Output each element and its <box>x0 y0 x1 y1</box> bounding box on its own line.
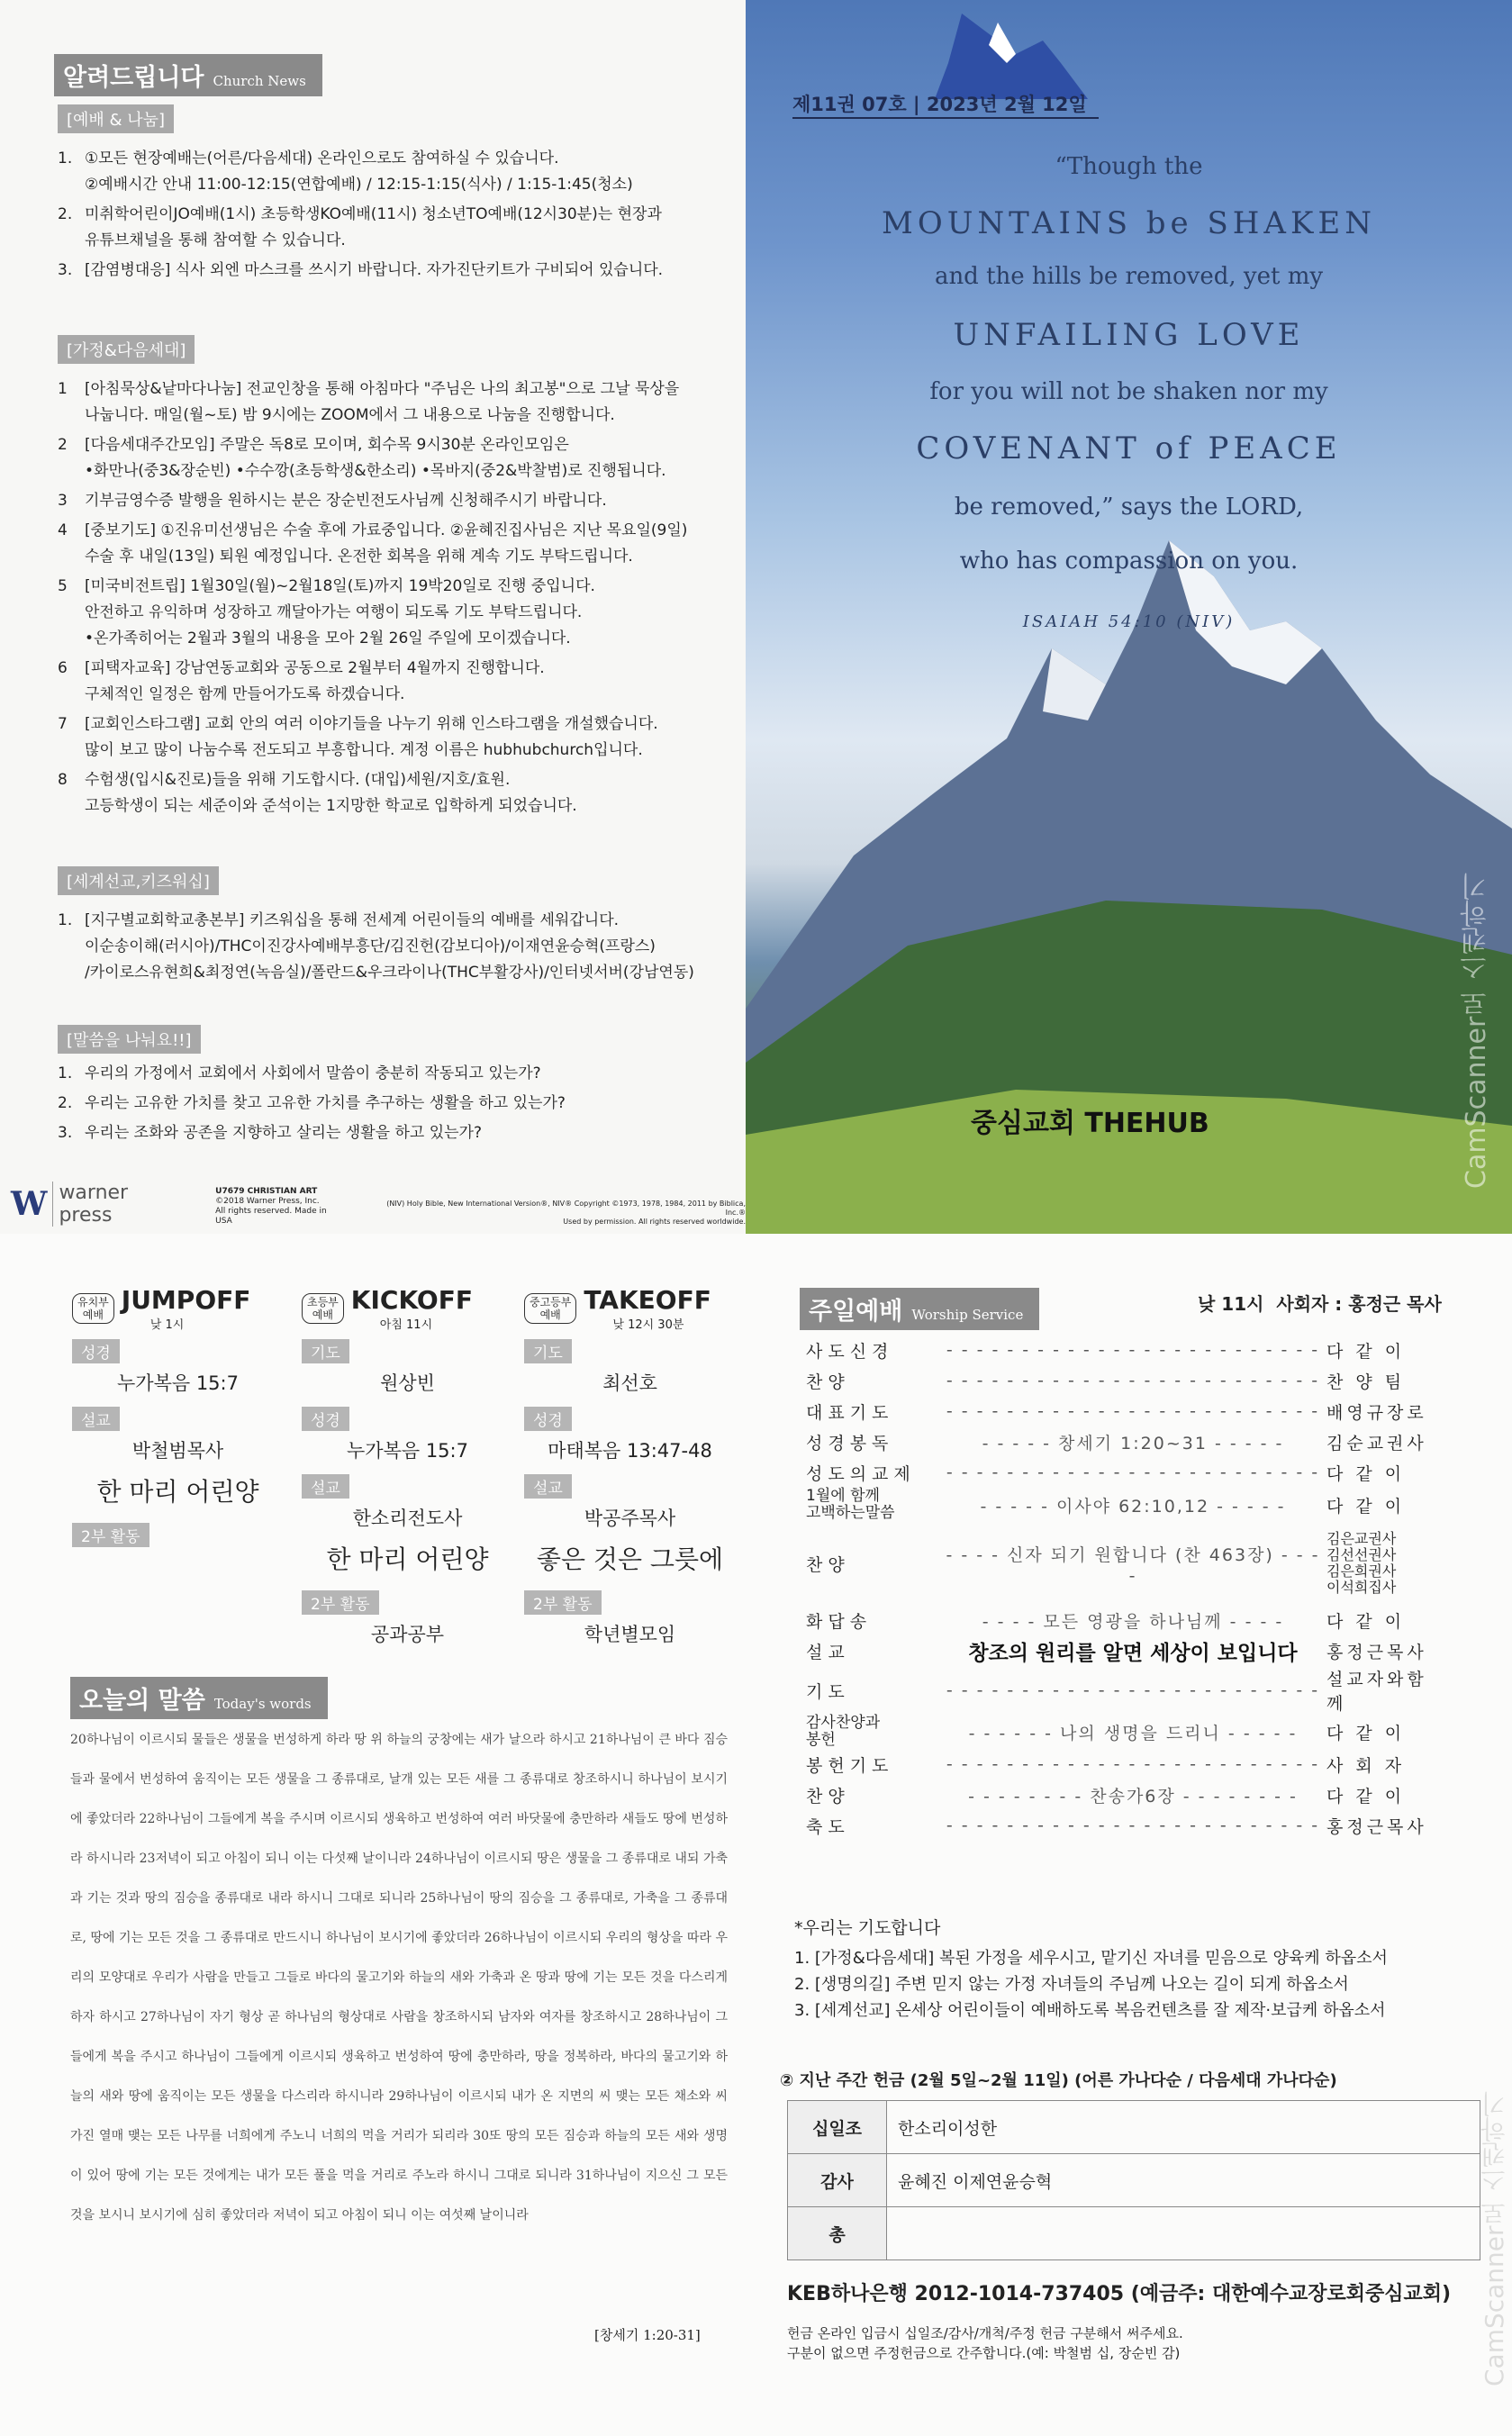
news-item-text: 우리의 가정에서 교회에서 사회에서 말씀이 충분히 작동되고 있는가? <box>85 1064 541 1082</box>
worship-content: - - - - - - - - - - - - - - - - - - - - - - - - - <box>946 1401 1320 1421</box>
kids-row <box>72 1334 284 1396</box>
quote-line: for you will not be shaken nor my <box>929 378 1328 405</box>
news-item-number: 1. <box>58 149 73 168</box>
worship-row <box>806 1365 1435 1396</box>
kids-row <box>524 1469 736 1531</box>
news-item-number: 1. <box>58 911 73 929</box>
offering-row <box>788 2207 1480 2260</box>
section-title: [가정&다음세대] <box>58 335 195 364</box>
worship-item: 찬양 <box>806 1786 850 1807</box>
part2-label: 2부 활동 <box>524 1590 602 1615</box>
divider <box>792 117 1099 119</box>
news-item <box>58 1091 566 1117</box>
worship-item: 찬양 <box>806 1372 850 1392</box>
kids-row <box>302 1401 513 1463</box>
kids-row-value: 박공주목사 <box>584 1508 676 1529</box>
kids-column-header <box>524 1283 736 1334</box>
worship-row <box>806 1779 1435 1810</box>
worship-item: 성경봉독 <box>806 1433 894 1453</box>
offering-row <box>788 2101 1480 2154</box>
dept-label: 유치부 예배 <box>72 1293 114 1324</box>
worship-item: 1월에 함께 고백하는말씀 <box>806 1487 895 1522</box>
worship-leader-name: 홍정근목사 <box>1326 1816 1427 1837</box>
niv-notice: (NIV) Holy Bible, New International Version®, NIV® Copyright ©1973, 1978, 1984, 2011 by Biblica, Inc.® Used by permission. All rights reserved worldwide. <box>386 1200 746 1226</box>
news-item-text: [감염병대응] 식사 외엔 마스크를 쓰시기 바랍니다. 자가진단키트가 구비되어 있습니다. <box>85 261 664 279</box>
service-time: 낮 1시 <box>149 1318 185 1332</box>
news-item-text: 우리는 고유한 가치를 찾고 고유한 가치를 추구하는 생활을 하고 있는가? <box>85 1094 566 1112</box>
news-item-text: [다음세대주간모임] 주말은 독8로 모이며, 회수목 9시30분 온라인모임은 •화만나(중3&장순빈) •수수깡(초등학생&한소리) •목바지(중2&박찰범)로 진행됩니다. <box>85 436 666 480</box>
news-item <box>58 1061 566 1087</box>
worship-row <box>806 1715 1435 1749</box>
worship-time-leader <box>1198 1290 1442 1316</box>
news-item-number: 7 <box>58 715 68 733</box>
worship-content: - - - - - - 나의 생명을 드리니 - - - - - <box>968 1723 1298 1743</box>
worship-content: - - - - - - - - - - - - - - - - - - - - - - - - - <box>946 1371 1320 1390</box>
worship-header <box>800 1288 1039 1330</box>
worship-item: 기도 <box>806 1681 850 1702</box>
news-item-number: 3. <box>58 261 73 279</box>
cover-panel <box>746 0 1512 1234</box>
quote-line: and the hills be removed, yet my <box>934 263 1324 290</box>
church-news-panel <box>0 0 746 1234</box>
scanner-watermark-2: CamScanner로 스캔하기 <box>1480 2091 1509 2386</box>
worship-item: 찬양 <box>806 1554 850 1575</box>
kids-row-value: 한소리전도사 <box>352 1508 463 1529</box>
kids-row-value: 최선호 <box>602 1372 657 1394</box>
church-name: 중심교회 THEHUB <box>971 1108 1209 1139</box>
worship-row <box>806 1396 1435 1426</box>
sermon-title: 한 마리 어린양 <box>326 1544 489 1574</box>
news-section-share <box>58 1025 566 1150</box>
kids-column <box>302 1283 513 1653</box>
worship-content: 창조의 원리를 알면 세상이 보입니다 <box>968 1641 1298 1665</box>
worship-row <box>806 1522 1435 1605</box>
offering-names <box>887 2207 1480 2260</box>
offering-table <box>787 2100 1480 2260</box>
worship-leader-name: 다 같 이 <box>1326 1496 1406 1517</box>
bank-note: 헌금 온라인 입금시 십일조/감사/개척/주정 헌금 구분해서 써주세요. 구분이 없으면 주정헌금으로 간주합니다.(예: 박철범 십, 장순빈 감) <box>787 2325 1183 2361</box>
sermon-title: 좋은 것은 그릇에 <box>536 1544 724 1574</box>
service-time: 낮 12시 30분 <box>612 1318 684 1332</box>
news-item <box>58 202 663 254</box>
news-item-text: [피택자교육] 강남연동교회와 공동으로 2월부터 4월까지 진행합니다. 구체적인 일정은 함께 만들어가도록 하겠습니다. <box>85 659 545 703</box>
news-item-number: 5 <box>58 577 68 595</box>
news-item <box>58 908 694 986</box>
worship-leader-name: 설교자와함께 <box>1326 1670 1427 1714</box>
worship-row <box>806 1605 1435 1635</box>
news-item-number: 4 <box>58 521 68 539</box>
quote-line: COVENANT of PEACE <box>916 430 1342 466</box>
issue-date: 제11권 07호 | 2023년 2월 12일 <box>792 94 1087 115</box>
worship-content: - - - - - - - - - - - - - - - - - - - - - - - - - <box>946 1816 1320 1835</box>
news-item <box>58 146 663 198</box>
news-item-number: 3 <box>58 492 68 510</box>
worship-content: - - - - - - - - - - - - - - - - - - - - - - - - - <box>946 1754 1320 1774</box>
worship-leader-name: 배영규장로 <box>1326 1402 1427 1423</box>
news-item-number: 3. <box>58 1124 73 1142</box>
quote-line: be removed,” says the LORD, <box>954 494 1304 521</box>
kids-row-value: 누가복음 15:7 <box>117 1372 239 1394</box>
prayer-item: 3. [세계선교] 온세상 어린이들이 예배하도록 복음컨텐츠를 잘 제작·보급케 하옵소서 <box>794 2001 1386 2020</box>
offering-type: 총 <box>788 2207 887 2260</box>
prayer-item: 1. [가정&다음세대] 복된 가정을 세우시고, 맡기신 자녀를 믿음으로 양육케 하옵소서 <box>794 1949 1388 1968</box>
kids-row-value: 마태복음 13:47-48 <box>548 1440 712 1462</box>
church-news-title-en: Church News <box>213 73 306 89</box>
dept-label: 초등부 예배 <box>302 1293 344 1324</box>
kids-column <box>524 1283 736 1653</box>
kids-row-value: 누가복음 15:7 <box>347 1440 468 1462</box>
kids-row-label: 설교 <box>302 1474 349 1499</box>
worship-title: 주일예배 <box>809 1298 903 1326</box>
worship-item: 감사찬양과 봉헌 <box>806 1714 881 1749</box>
worship-content: - - - - - 창세기 1:20~31 - - - - - <box>982 1433 1284 1453</box>
church-news-title: 알려드립니다 <box>63 64 204 92</box>
worship-time: 낮 11시 <box>1198 1293 1264 1315</box>
warner-press-logo: W warner press <box>11 1182 179 1227</box>
kids-row-label: 기도 <box>302 1339 349 1363</box>
product-code: U7679 CHRISTIAN ART <box>215 1187 318 1196</box>
kids-row-label: 설교 <box>524 1474 572 1499</box>
offering-type: 십일조 <box>788 2101 887 2154</box>
news-item-text: [미국비전트립] 1월30일(월)~2월18일(토)까지 19박20일로 진행 중입니다. 안전하고 유익하며 성장하고 깨달아가는 여행이 되도록 기도 부탁드립니다. •온가족히어는 2월과 3월의 내용을 모아 2월 26일 주일에 모이겠습니다. <box>85 577 595 647</box>
offering-names: 한소리이성한 <box>887 2101 1480 2154</box>
kids-row-label: 성경 <box>302 1407 349 1431</box>
copyright: ©2018 Warner Press, Inc. All rights reserved. Made in USA <box>215 1197 327 1226</box>
quote-line: who has compassion on you. <box>959 548 1299 575</box>
kids-row-value: 박철범목사 <box>131 1440 224 1462</box>
worship-row <box>806 1488 1435 1522</box>
prayer-title: *우리는 기도합니다 <box>794 1918 941 1938</box>
worship-row <box>806 1810 1435 1841</box>
offering-names: 윤혜진 이제연윤승혁 <box>887 2154 1480 2207</box>
news-item-text: 미취학어린이JO예배(1시) 초등학생KO예배(11시) 청소년TO예배(12시30분)는 현장과 유튜브채널을 통해 참여할 수 있습니다. <box>85 205 662 249</box>
section-title: [예배 & 나눔] <box>58 104 174 133</box>
service-time: 아침 11시 <box>379 1318 433 1332</box>
worship-content: - - - - 신자 되기 원합니다 (찬 463장) - - - - <box>946 1544 1320 1586</box>
worship-item: 사도신경 <box>806 1341 894 1362</box>
kids-row-label: 설교 <box>72 1407 120 1431</box>
scripture-reference: ISAIAH 54:10 (NIV) <box>1022 612 1236 631</box>
worship-leader-name: 찬 양 팀 <box>1326 1372 1406 1392</box>
news-item-number: 1 <box>58 380 68 398</box>
worship-content: - - - - - - - - - - - - - - - - - - - - - - - - - <box>946 1680 1320 1700</box>
news-item <box>58 258 663 284</box>
kids-row <box>524 1334 736 1396</box>
worship-leader-name: 다 같 이 <box>1326 1463 1406 1484</box>
part2-value: 공과공부 <box>370 1624 445 1645</box>
news-item <box>58 656 687 708</box>
worship-content: - - - - - 이사야 62:10,12 - - - - - <box>980 1496 1286 1517</box>
worship-item: 봉헌기도 <box>806 1755 894 1776</box>
worship-content: - - - - 모든 영광을 하나님께 - - - - <box>982 1611 1284 1632</box>
news-item-number: 1. <box>58 1064 73 1082</box>
offering-type: 감사 <box>788 2154 887 2207</box>
worship-order <box>806 1335 1435 1841</box>
kids-column <box>72 1283 284 1553</box>
offering-title: ② 지난 주간 헌금 (2월 5일~2월 11일) (어른 가나다순 / 다음세대 가나다순) <box>780 2071 1337 2090</box>
worship-item: 화답송 <box>806 1611 873 1632</box>
news-item <box>58 711 687 764</box>
news-item <box>58 518 687 570</box>
todays-words-header <box>70 1677 328 1719</box>
news-item-number: 2. <box>58 205 73 223</box>
worship-row <box>806 1749 1435 1779</box>
news-item-text: [아침묵상&낱마다나눔] 전교인창을 통해 아침마다 "주님은 나의 최고봉"으로 그날 묵상을 나눕니다. 매일(월~토) 밤 9시에는 ZOOM에서 그 내용으로 나눔을 진행합니다. <box>85 380 680 424</box>
news-item-text: 수험생(입시&진로)들을 위해 기도합시다. (대입)세원/지호/효원. 고등학생이 되는 세준이와 준석이는 1지망한 학교로 입학하게 되었습니다. <box>85 771 577 815</box>
news-item-text: [교회인스타그램] 교회 안의 여러 이야기들을 나누기 위해 인스타그램을 개설했습니다. 많이 보고 많이 나눔수록 전도되고 부흥합니다. 계정 이름은 hubhubchurch입니다. <box>85 715 658 759</box>
worship-leader-name: 다 같 이 <box>1326 1786 1406 1807</box>
quote-line: “Though the <box>1055 153 1203 180</box>
worship-content: - - - - - - - - - - - - - - - - - - - - - - - - - <box>946 1463 1320 1482</box>
news-section-mission <box>58 866 694 990</box>
news-item <box>58 574 687 652</box>
news-item <box>58 376 687 429</box>
kids-row-value: 원상빈 <box>380 1372 435 1394</box>
news-item-text: [중보기도] ①진유미선생님은 수술 후에 가료중입니다. ②윤혜진집사님은 지난 목요일(9일) 수술 후 내일(13일) 퇴원 예정입니다. 온전한 회복을 위해 계속 기도 부탁드립니다. <box>85 521 688 566</box>
part2-label: 2부 활동 <box>72 1523 149 1547</box>
kids-row <box>524 1401 736 1463</box>
worship-item: 축도 <box>806 1816 850 1837</box>
quote-line: UNFAILING LOVE <box>953 317 1305 353</box>
offering-row <box>788 2154 1480 2207</box>
logo-text: warner press <box>52 1182 179 1227</box>
worship-leader-name: 사 회 자 <box>1326 1755 1406 1776</box>
scripture-reference-bottom: [창세기 1:20-31] <box>594 2327 701 2343</box>
news-section-worship <box>58 104 663 287</box>
worship-row <box>806 1635 1435 1666</box>
scripture-text: 20하나님이 이르시되 물들은 생물을 번성하게 하라 땅 위 하늘의 궁창에는 새가 날으라 하시고 21하나님이 큰 바다 짐승들과 물에서 번성하여 움직이는 모든 생물을 그 종류대로, 날개 있는 모든 새를 그 종류대로 창조하시니 하나님이 보시기에 좋았더라 22하나님이 그들에게 복을 주시며 이르시되 생육하고 번성하여 여러 바닷물에 충만하라 새들도 땅에 번성하라 하시니라 23저녁이 되고 아침이 되니 이는 다섯째 날이니라 24하나님이 이르시되 땅은 생물을 그 종류대로 내되 가축과 기는 것과 땅의 짐승을 종류대로 내라 하시니 그대로 되니라 25하나님이 땅의 짐승을 그 종류대로, 가축을 그 종류대로, 땅에 기는 모든 것을 그 종류대로 만드시니 하나님이 보시기에 좋았더라 26하나님이 이르시되 우리의 형상을 따라 우리의 모양대로 우리가 사람을 만들고 그들로 바다의 물고기와 하늘의 새와 가축과 온 땅과 땅에 기는 모든 것을 다스리게 하자 하시고 27하나님이 자기 형상 곧 하나님의 형상대로 사람을 창조하시되 남자와 여자를 창조하시고 28하나님이 그들에게 복을 주시고 하나님이 그들에게 이르시되 생육하고 번성하여 땅에 충만하라, 땅을 정복하라, 바다의 물고기와 하늘의 새와 땅에 움직이는 모든 생물을 다스리라 하시니라 29하나님이 이르시되 내가 온 지면의 씨 맺는 모든 채소와 씨 가진 열매 맺는 모든 나무를 너희에게 주노니 너희의 먹을 거리가 되리라 30또 땅의 모든 짐승과 하늘의 모든 새와 생명이 있어 땅에 기는 모든 것에게는 내가 모든 풀을 먹을 거리로 주노라 하시니 그대로 되니라 31하나님이 지으신 그 모든 것을 보시니 보시기에 심히 좋았더라 저녁이 되고 아침이 되니 이는 여섯째 날이니라 <box>70 1733 728 2223</box>
news-item-number: 2. <box>58 1094 73 1112</box>
news-item-number: 8 <box>58 771 68 789</box>
news-item-text: 우리는 조화와 공존을 지향하고 살리는 생활을 하고 있는가? <box>85 1124 482 1142</box>
footer <box>11 1182 746 1227</box>
worship-leader-name: 김은교권사 김선선권사 김은희권사 이석희집사 <box>1326 1530 1397 1596</box>
service-name: JUMPOFF <box>121 1285 251 1315</box>
kids-row-label: 기도 <box>524 1339 572 1363</box>
footer-code <box>215 1187 340 1227</box>
news-section-family <box>58 335 687 823</box>
kids-column-header <box>72 1283 284 1334</box>
kids-row-label: 성경 <box>72 1339 120 1363</box>
worship-content: - - - - - - - - - - - - - - - - - - - - - - - - - <box>946 1340 1320 1360</box>
todays-words-title-en: Today's words <box>213 1696 312 1712</box>
dept-label: 중고등부 예배 <box>524 1293 576 1324</box>
worship-row <box>806 1335 1435 1365</box>
service-name: TAKEOFF <box>584 1285 711 1315</box>
scanner-watermark: CamScanner로 스캔하기 <box>1461 873 1492 1189</box>
kids-and-words-panel <box>0 1234 756 2436</box>
news-item <box>58 767 687 820</box>
worship-item: 설교 <box>806 1642 850 1662</box>
worship-row <box>806 1457 1435 1488</box>
church-news-header <box>54 54 322 96</box>
news-item-text: 기부금영수증 발행을 원하시는 분은 장순빈전도사님께 신청해주시기 바랍니다. <box>85 492 607 510</box>
worship-row <box>806 1426 1435 1457</box>
kids-row <box>302 1469 513 1531</box>
todays-words-title: 오늘의 말씀 <box>79 1687 205 1715</box>
worship-item: 성도의교제 <box>806 1463 916 1484</box>
sermon-title: 한 마리 어린양 <box>96 1477 259 1507</box>
service-name: KICKOFF <box>350 1285 473 1315</box>
worship-item: 대표기도 <box>806 1402 894 1423</box>
bank-account: KEB하나은행 2012-1014-737405 (예금주: 대한예수교장로회중심교회) <box>787 2283 1452 2305</box>
news-item-text: [지구별교회학교총본부] 키즈워십을 통해 전세계 어린이들의 예배를 세워갑니다. 이순송이해(러시아)/THC이진강사예배부흥단/김진헌(감보디아)/이재연윤승혁(프랑스) /카이로스유현희&최정연(녹음실)/폴란드&우크라이나(THC부활강사)/인터넷서버(강남연동) <box>85 911 694 982</box>
kids-row <box>72 1401 284 1463</box>
part2-value: 학년별모임 <box>584 1624 676 1645</box>
worship-row <box>806 1666 1435 1715</box>
worship-leader-name: 김순교권사 <box>1326 1433 1427 1453</box>
worship-leader-name: 다 같 이 <box>1326 1723 1406 1743</box>
worship-title-en: Worship Service <box>911 1307 1024 1323</box>
section-title: [말씀을 나눠요!!] <box>58 1025 201 1054</box>
prayer-list <box>794 1945 1388 2024</box>
worship-leader: 사회자 : 홍정근 목사 <box>1276 1293 1442 1315</box>
worship-leader-name: 홍정근목사 <box>1326 1642 1427 1662</box>
worship-panel <box>756 1234 1512 2436</box>
part2-label: 2부 활동 <box>302 1590 379 1615</box>
news-item <box>58 488 687 514</box>
news-item <box>58 432 687 484</box>
worship-leader-name: 다 같 이 <box>1326 1341 1406 1362</box>
news-item-text: ①모든 현장예배는(어른/다음세대) 온라인으로도 참여하실 수 있습니다. ②예배시간 안내 11:00-12:15(연합예배) / 12:15-1:15(식사) / 1:15-1:45(청소) <box>85 149 633 194</box>
news-item-number: 6 <box>58 659 68 677</box>
news-item-number: 2 <box>58 436 68 454</box>
kids-row-label: 성경 <box>524 1407 572 1431</box>
worship-content: - - - - - - - - 찬송가6장 - - - - - - - - <box>968 1786 1298 1807</box>
kids-row <box>302 1334 513 1396</box>
kids-column-header <box>302 1283 513 1334</box>
worship-leader-name: 다 같 이 <box>1326 1611 1406 1632</box>
news-item <box>58 1120 566 1146</box>
prayer-item: 2. [생명의길] 주변 믿지 않는 가정 자녀들의 주님께 나오는 길이 되게 하옵소서 <box>794 1975 1349 1994</box>
section-title: [세계선교,키즈워십] <box>58 866 219 895</box>
quote-line: MOUNTAINS be SHAKEN <box>882 205 1376 241</box>
